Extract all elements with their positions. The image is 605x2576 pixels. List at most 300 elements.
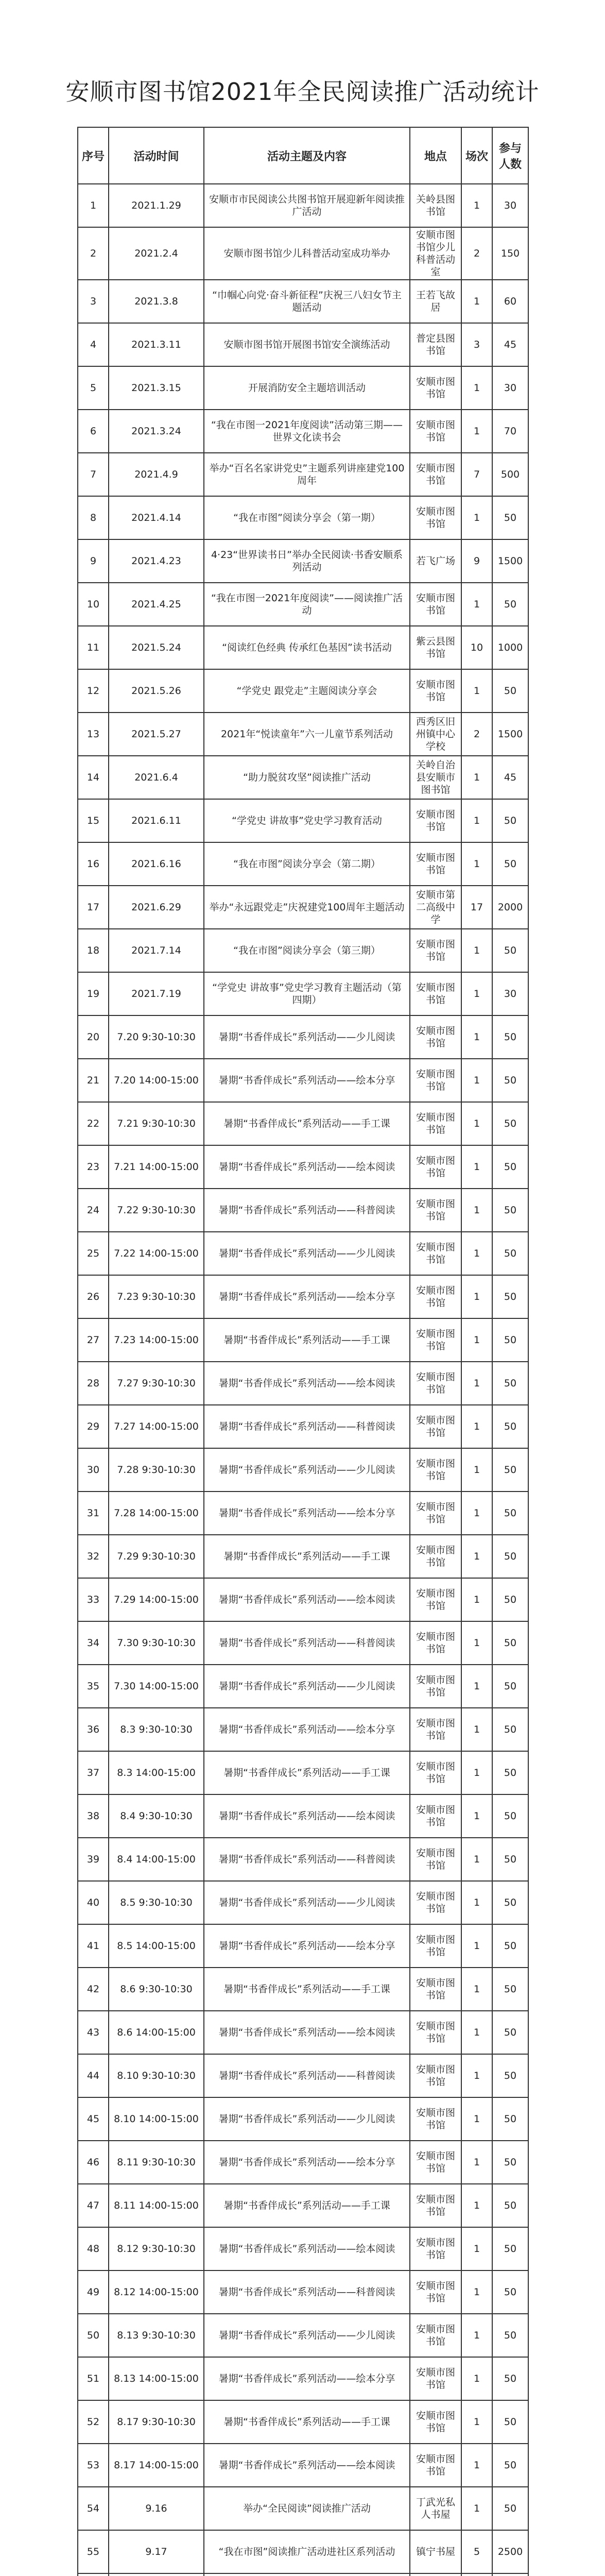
row-sessions: 1	[461, 1492, 492, 1535]
table-row	[78, 2573, 528, 2576]
row-location: 安顺市图书馆	[410, 799, 461, 842]
header-date: 活动时间	[109, 127, 204, 184]
row-location: 安顺市图书馆	[410, 1968, 461, 2011]
row-activity: “我在市图一2021年度阅读”活动第三期——世界文化读书会	[204, 410, 410, 453]
row-people: 50	[492, 1102, 528, 1145]
row-location: 安顺市图书馆	[410, 1189, 461, 1232]
row-location: 紫云县图书馆	[410, 626, 461, 669]
table-row	[78, 2357, 528, 2400]
table-row	[78, 1968, 528, 2011]
row-people: 1500	[492, 539, 528, 583]
row-location: 安顺市图书馆	[410, 1578, 461, 1621]
row-location: 安顺市图书馆	[410, 1751, 461, 1794]
row-date: 7.28 14:00-15:00	[109, 1492, 204, 1535]
row-number: 33	[78, 1578, 109, 1621]
row-people: 50	[492, 2054, 528, 2097]
table-row	[78, 2141, 528, 2184]
table-row	[78, 626, 528, 669]
table-row	[78, 453, 528, 496]
row-location: 安顺市图书馆	[410, 2141, 461, 2184]
row-date: 7.22 9:30-10:30	[109, 1189, 204, 1232]
row-location: 安顺市图书馆	[410, 1924, 461, 1968]
table-row	[78, 1232, 528, 1275]
row-people: 50	[492, 1665, 528, 1708]
table-row	[78, 1059, 528, 1102]
row-activity: 安顺市图书馆开展图书馆安全演练活动	[204, 323, 410, 366]
row-date: 7.28 9:30-10:30	[109, 1448, 204, 1492]
row-activity: 暑期“书香伴成长”系列活动——少儿阅读	[204, 1448, 410, 1492]
row-location: 安顺市图书馆	[410, 2054, 461, 2097]
row-number: 39	[78, 1838, 109, 1881]
row-location	[410, 2573, 461, 2576]
row-number: 55	[78, 2530, 109, 2573]
row-people: 50	[492, 1015, 528, 1059]
row-people: 50	[492, 929, 528, 972]
row-people: 50	[492, 1794, 528, 1838]
row-sessions: 1	[461, 366, 492, 410]
row-location: 安顺市图书馆	[410, 1621, 461, 1665]
row-date: 2021.2.4	[109, 227, 204, 280]
row-sessions: 1	[461, 1881, 492, 1924]
row-activity: 暑期“书香伴成长”系列活动——少儿阅读	[204, 1881, 410, 1924]
row-location: 安顺市图书馆	[410, 2270, 461, 2314]
row-sessions: 1	[461, 1578, 492, 1621]
row-activity: 安顺市图书馆少儿科普活动室成功举办	[204, 227, 410, 280]
row-sessions: 1	[461, 1145, 492, 1189]
row-number: 43	[78, 2011, 109, 2054]
row-date: 8.11 9:30-10:30	[109, 2141, 204, 2184]
row-number: 1	[78, 184, 109, 227]
row-location: 安顺市图书馆	[410, 1102, 461, 1145]
row-number: 23	[78, 1145, 109, 1189]
row-sessions: 2	[461, 713, 492, 756]
row-activity: 暑期“书香伴成长”系列活动——绘本阅读	[204, 1794, 410, 1838]
row-sessions: 1	[461, 842, 492, 886]
row-location: 若飞广场	[410, 539, 461, 583]
row-location: 安顺市图书馆	[410, 2097, 461, 2141]
row-sessions: 1	[461, 1968, 492, 2011]
row-people: 50	[492, 1362, 528, 1405]
row-location: 安顺市图书馆	[410, 410, 461, 453]
row-number: 25	[78, 1232, 109, 1275]
row-location: 安顺市图书馆	[410, 496, 461, 539]
row-people: 50	[492, 1708, 528, 1751]
row-location: 王若飞故居	[410, 280, 461, 323]
row-sessions: 1	[461, 1318, 492, 1362]
row-people: 50	[492, 1318, 528, 1362]
table-row	[78, 539, 528, 583]
row-number: 48	[78, 2227, 109, 2270]
row-number: 20	[78, 1015, 109, 1059]
table-row	[78, 1015, 528, 1059]
row-location: 丁武光私人书屋	[410, 2487, 461, 2530]
row-sessions: 1	[461, 2184, 492, 2227]
row-people: 50	[492, 799, 528, 842]
row-date: 2021.7.14	[109, 929, 204, 972]
row-number: 24	[78, 1189, 109, 1232]
row-location: 安顺市图书馆	[410, 1708, 461, 1751]
row-number: 28	[78, 1362, 109, 1405]
row-location: 安顺市图书馆	[410, 669, 461, 713]
table-row	[78, 929, 528, 972]
row-number: 53	[78, 2444, 109, 2487]
row-activity: 暑期“书香伴成长”系列活动——少儿阅读	[204, 1665, 410, 1708]
table-row	[78, 1492, 528, 1535]
row-activity: “我在市图”阅读分享会（第三期）	[204, 929, 410, 972]
table-row	[78, 2314, 528, 2357]
table-row	[78, 2487, 528, 2530]
row-sessions: 3	[461, 323, 492, 366]
row-location: 安顺市图书馆	[410, 366, 461, 410]
row-sessions: 1	[461, 1232, 492, 1275]
row-date: 7.29 9:30-10:30	[109, 1535, 204, 1578]
row-number: 19	[78, 972, 109, 1015]
row-sessions: 1	[461, 1665, 492, 1708]
table-row	[78, 1794, 528, 1838]
row-sessions: 1	[461, 1015, 492, 1059]
row-number: 49	[78, 2270, 109, 2314]
row-sessions: 10	[461, 626, 492, 669]
row-location: 西秀区旧州镇中心学校	[410, 713, 461, 756]
row-number: 42	[78, 1968, 109, 2011]
row-people: 60	[492, 280, 528, 323]
table-row	[78, 669, 528, 713]
row-activity	[204, 2573, 410, 2576]
table-row	[78, 227, 528, 280]
row-location: 安顺市图书馆	[410, 2184, 461, 2227]
row-sessions: 7	[461, 453, 492, 496]
row-number: 2	[78, 227, 109, 280]
row-activity: “我在市图”阅读分享会（第二期）	[204, 842, 410, 886]
row-sessions: 1	[461, 2054, 492, 2097]
row-people: 50	[492, 1621, 528, 1665]
row-activity: “我在市图一2021年度阅读”——阅读推广活动	[204, 583, 410, 626]
row-location: 关岭自治县安顺市图书馆	[410, 756, 461, 799]
row-location: 安顺市图书馆	[410, 1275, 461, 1318]
row-location: 安顺市图书馆	[410, 1665, 461, 1708]
table-row	[78, 1881, 528, 1924]
table-row	[78, 2530, 528, 2573]
row-people: 50	[492, 2227, 528, 2270]
row-date: 2021.4.23	[109, 539, 204, 583]
row-location: 安顺市图书馆	[410, 583, 461, 626]
table-row	[78, 1448, 528, 1492]
row-activity: 暑期“书香伴成长”系列活动——科普阅读	[204, 2054, 410, 2097]
table-row	[78, 1145, 528, 1189]
row-people: 50	[492, 2097, 528, 2141]
row-location: 安顺市图书馆	[410, 1838, 461, 1881]
row-date: 7.29 14:00-15:00	[109, 1578, 204, 1621]
row-sessions: 1	[461, 2227, 492, 2270]
table-row	[78, 496, 528, 539]
table-row	[78, 2011, 528, 2054]
row-people: 50	[492, 1924, 528, 1968]
row-people	[492, 2573, 528, 2576]
row-number: 7	[78, 453, 109, 496]
row-location: 安顺市图书馆	[410, 1059, 461, 1102]
row-sessions: 2	[461, 227, 492, 280]
activity-table	[77, 127, 529, 2576]
row-activity: 暑期“书香伴成长”系列活动——绘本分享	[204, 1275, 410, 1318]
row-date: 7.27 9:30-10:30	[109, 1362, 204, 1405]
row-location: 安顺市图书馆	[410, 1794, 461, 1838]
row-sessions: 1	[461, 2314, 492, 2357]
row-people: 45	[492, 756, 528, 799]
row-number: 9	[78, 539, 109, 583]
row-location: 安顺市第二高级中学	[410, 886, 461, 929]
row-sessions	[461, 2573, 492, 2576]
row-activity: 开展消防安全主题培训活动	[204, 366, 410, 410]
row-sessions: 1	[461, 583, 492, 626]
row-location: 安顺市图书馆	[410, 2400, 461, 2444]
row-activity: 暑期“书香伴成长”系列活动——绘本分享	[204, 2141, 410, 2184]
row-people: 45	[492, 323, 528, 366]
row-people: 50	[492, 1751, 528, 1794]
row-date: 8.6 9:30-10:30	[109, 1968, 204, 2011]
row-number: 16	[78, 842, 109, 886]
table-row	[78, 2184, 528, 2227]
row-number: 11	[78, 626, 109, 669]
row-number: 52	[78, 2400, 109, 2444]
row-activity: 暑期“书香伴成长”系列活动——手工课	[204, 1751, 410, 1794]
row-people: 50	[492, 583, 528, 626]
header-activity: 活动主题及内容	[204, 127, 410, 184]
table-row	[78, 1578, 528, 1621]
row-people: 50	[492, 2444, 528, 2487]
row-date: 7.23 9:30-10:30	[109, 1275, 204, 1318]
row-number: 8	[78, 496, 109, 539]
row-activity: 暑期“书香伴成长”系列活动——手工课	[204, 2400, 410, 2444]
row-people: 50	[492, 1189, 528, 1232]
row-number: 51	[78, 2357, 109, 2400]
row-activity: 暑期“书香伴成长”系列活动——绘本阅读	[204, 1145, 410, 1189]
row-number: 44	[78, 2054, 109, 2097]
row-date: 2021.6.16	[109, 842, 204, 886]
row-sessions: 1	[461, 280, 492, 323]
row-sessions: 1	[461, 184, 492, 227]
row-number: 14	[78, 756, 109, 799]
row-date: 8.12 9:30-10:30	[109, 2227, 204, 2270]
row-location: 安顺市图书馆	[410, 2357, 461, 2400]
row-activity: 暑期“书香伴成长”系列活动——少儿阅读	[204, 1232, 410, 1275]
row-sessions: 1	[461, 972, 492, 1015]
row-people: 50	[492, 669, 528, 713]
table-row	[78, 1924, 528, 1968]
row-activity: 暑期“书香伴成长”系列活动——手工课	[204, 1102, 410, 1145]
row-people: 50	[492, 1145, 528, 1189]
row-date: 7.20 14:00-15:00	[109, 1059, 204, 1102]
row-people: 500	[492, 453, 528, 496]
row-location: 安顺市图书馆	[410, 1881, 461, 1924]
row-activity: 暑期“书香伴成长”系列活动——手工课	[204, 1535, 410, 1578]
table-row	[78, 1535, 528, 1578]
row-people: 50	[492, 2357, 528, 2400]
row-people: 50	[492, 2184, 528, 2227]
row-activity: “我在市图”阅读推广活动进社区系列活动	[204, 2530, 410, 2573]
row-date: 8.17 14:00-15:00	[109, 2444, 204, 2487]
row-sessions: 1	[461, 1751, 492, 1794]
row-location: 安顺市图书馆	[410, 453, 461, 496]
row-number: 37	[78, 1751, 109, 1794]
table-row	[78, 323, 528, 366]
row-activity: 举办“永远跟党走”庆祝建党100周年主题活动	[204, 886, 410, 929]
row-people: 50	[492, 1838, 528, 1881]
row-date: 2021.7.19	[109, 972, 204, 1015]
table-row	[78, 1318, 528, 1362]
row-location: 安顺市图书馆	[410, 1232, 461, 1275]
row-number: 17	[78, 886, 109, 929]
row-date: 8.13 9:30-10:30	[109, 2314, 204, 2357]
row-date: 7.21 14:00-15:00	[109, 1145, 204, 1189]
row-date: 7.30 9:30-10:30	[109, 1621, 204, 1665]
row-number: 34	[78, 1621, 109, 1665]
row-date: 7.21 9:30-10:30	[109, 1102, 204, 1145]
row-sessions: 1	[461, 1535, 492, 1578]
document-title: 安顺市图书馆2021年全民阅读推广活动统计	[65, 78, 540, 106]
row-number: 31	[78, 1492, 109, 1535]
row-activity: “助力脱贫攻坚”阅读推广活动	[204, 756, 410, 799]
table-row	[78, 886, 528, 929]
row-activity: 暑期“书香伴成长”系列活动——绘本分享	[204, 1059, 410, 1102]
row-people: 1000	[492, 626, 528, 669]
row-number: 29	[78, 1405, 109, 1448]
table-row	[78, 972, 528, 1015]
row-sessions: 1	[461, 2357, 492, 2400]
row-sessions: 1	[461, 2444, 492, 2487]
row-location: 安顺市图书馆	[410, 1405, 461, 1448]
row-date: 8.10 9:30-10:30	[109, 2054, 204, 2097]
row-number: 21	[78, 1059, 109, 1102]
row-people: 50	[492, 2141, 528, 2184]
row-sessions: 1	[461, 410, 492, 453]
table-row	[78, 1189, 528, 1232]
table-row	[78, 1405, 528, 1448]
row-people: 70	[492, 410, 528, 453]
row-activity: 暑期“书香伴成长”系列活动——科普阅读	[204, 2270, 410, 2314]
row-sessions: 1	[461, 1838, 492, 1881]
row-number: 32	[78, 1535, 109, 1578]
row-sessions: 17	[461, 886, 492, 929]
row-sessions: 1	[461, 1102, 492, 1145]
row-number: 22	[78, 1102, 109, 1145]
row-activity: 暑期“书香伴成长”系列活动——手工课	[204, 1968, 410, 2011]
row-sessions: 1	[461, 669, 492, 713]
row-people: 50	[492, 496, 528, 539]
row-sessions: 1	[461, 1794, 492, 1838]
row-location: 安顺市图书馆	[410, 929, 461, 972]
row-location: 安顺市图书馆	[410, 2011, 461, 2054]
row-number: 35	[78, 1665, 109, 1708]
row-date: 2021.4.25	[109, 583, 204, 626]
table-row	[78, 410, 528, 453]
row-number: 46	[78, 2141, 109, 2184]
table-row	[78, 1708, 528, 1751]
row-date: 8.17 9:30-10:30	[109, 2400, 204, 2444]
row-date	[109, 2573, 204, 2576]
row-date: 8.4 9:30-10:30	[109, 1794, 204, 1838]
row-people: 50	[492, 2400, 528, 2444]
row-location: 安顺市图书馆	[410, 972, 461, 1015]
row-sessions: 1	[461, 2487, 492, 2530]
row-sessions: 1	[461, 756, 492, 799]
row-date: 8.4 14:00-15:00	[109, 1838, 204, 1881]
row-date: 8.6 14:00-15:00	[109, 2011, 204, 2054]
row-number: 6	[78, 410, 109, 453]
row-activity: 举办“全民阅读”阅读推广活动	[204, 2487, 410, 2530]
row-activity: “阅读红色经典 传承红色基因”读书活动	[204, 626, 410, 669]
row-date: 2021.3.15	[109, 366, 204, 410]
table-row	[78, 799, 528, 842]
row-date: 2021.5.24	[109, 626, 204, 669]
table-row	[78, 583, 528, 626]
row-number: 13	[78, 713, 109, 756]
row-number: 26	[78, 1275, 109, 1318]
row-activity: 暑期“书香伴成长”系列活动——绘本分享	[204, 1708, 410, 1751]
row-people: 2500	[492, 2530, 528, 2573]
row-people: 50	[492, 1535, 528, 1578]
row-location: 安顺市图书馆	[410, 2314, 461, 2357]
row-sessions: 1	[461, 1405, 492, 1448]
row-location: 安顺市图书馆	[410, 1448, 461, 1492]
row-people: 50	[492, 2270, 528, 2314]
row-number: 12	[78, 669, 109, 713]
row-people: 2000	[492, 886, 528, 929]
row-location: 镇宁书屋	[410, 2530, 461, 2573]
row-activity: 暑期“书香伴成长”系列活动——手工课	[204, 1318, 410, 1362]
row-date: 2021.6.11	[109, 799, 204, 842]
row-activity: 举办“百名名家讲党史”主题系列讲座建党100周年	[204, 453, 410, 496]
table-row	[78, 2270, 528, 2314]
row-people: 50	[492, 842, 528, 886]
row-activity: 暑期“书香伴成长”系列活动——少儿阅读	[204, 1015, 410, 1059]
table-row	[78, 713, 528, 756]
row-number: 38	[78, 1794, 109, 1838]
row-number: 54	[78, 2487, 109, 2530]
row-date: 7.27 14:00-15:00	[109, 1405, 204, 1448]
row-date: 7.20 9:30-10:30	[109, 1015, 204, 1059]
row-location: 安顺市图书馆	[410, 1535, 461, 1578]
row-number: 27	[78, 1318, 109, 1362]
row-activity: “学党史 讲故事”党史学习教育主题活动（第四期）	[204, 972, 410, 1015]
row-activity: “学党史 跟党走”主题阅读分享会	[204, 669, 410, 713]
table-row	[78, 2400, 528, 2444]
table-row	[78, 1102, 528, 1145]
row-sessions: 1	[461, 1924, 492, 1968]
table-row	[78, 2444, 528, 2487]
header-location: 地点	[410, 127, 461, 184]
row-date: 8.3 14:00-15:00	[109, 1751, 204, 1794]
row-location: 普定县图书馆	[410, 323, 461, 366]
row-people: 50	[492, 2011, 528, 2054]
row-location: 安顺市图书馆	[410, 1362, 461, 1405]
row-sessions: 1	[461, 1621, 492, 1665]
row-sessions: 1	[461, 496, 492, 539]
table-row	[78, 1275, 528, 1318]
row-sessions: 1	[461, 929, 492, 972]
table-row	[78, 280, 528, 323]
row-sessions: 1	[461, 1059, 492, 1102]
row-activity: “学党史 讲故事”党史学习教育活动	[204, 799, 410, 842]
row-number: 10	[78, 583, 109, 626]
table-row	[78, 1621, 528, 1665]
row-date: 8.5 14:00-15:00	[109, 1924, 204, 1968]
row-people: 50	[492, 1405, 528, 1448]
row-people: 50	[492, 1492, 528, 1535]
row-people: 30	[492, 972, 528, 1015]
row-location: 安顺市图书馆	[410, 1145, 461, 1189]
row-date: 2021.5.26	[109, 669, 204, 713]
table-row	[78, 2054, 528, 2097]
